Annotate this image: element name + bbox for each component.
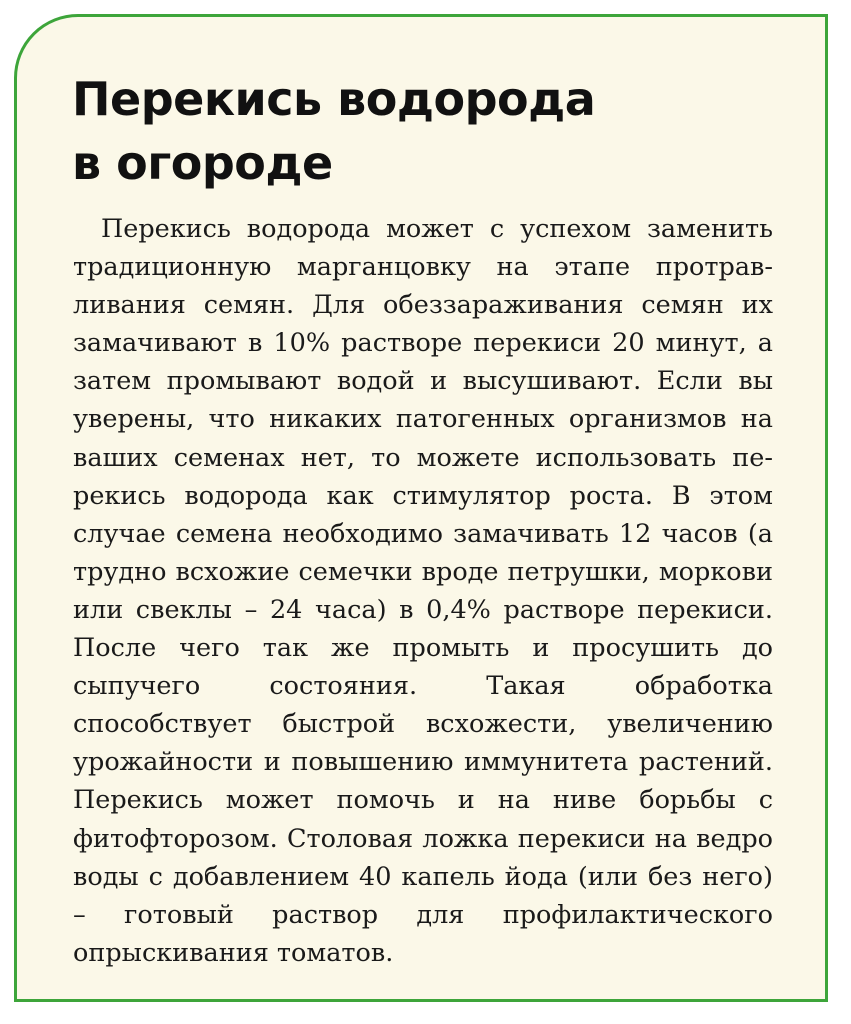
article-title-line-2: в огороде [72,136,333,190]
article-body: Перекись водорода может с успехом заменить традиционную марганцовку на этапе протравливания семян. Для обеззараживания семян их замачивают в 10% растворе перекиси 20 минут, а затем промывают водой и высушивают. Если вы уверены, что никаких патогенных организмов на ваших семенах нет, то можете использовать перекись водорода как стимулятор роста. В этом случае семена необходимо замачивать 12 часов (а трудно всхожие семечки вроде петрушки, моркови или свеклы – 24 часа) в 0,4% растворе перекиси. После чего так же промыть и просушить до сыпучего состояния. Такая обработка способствует быстрой всхожести, увеличению урожайности и повышению иммунитета растений. Перекись может помочь и на ниве борьбы с фитофторозом. Столовая ложка перекиси на ведро воды с добавлением 40 капель йода (или без него) – готовый раствор для профилактического опрыскивания томатов. [73,214,773,968]
article-title [72,67,595,195]
article-title-line-1: Перекись водорода [72,72,596,126]
article-card [14,14,828,1002]
